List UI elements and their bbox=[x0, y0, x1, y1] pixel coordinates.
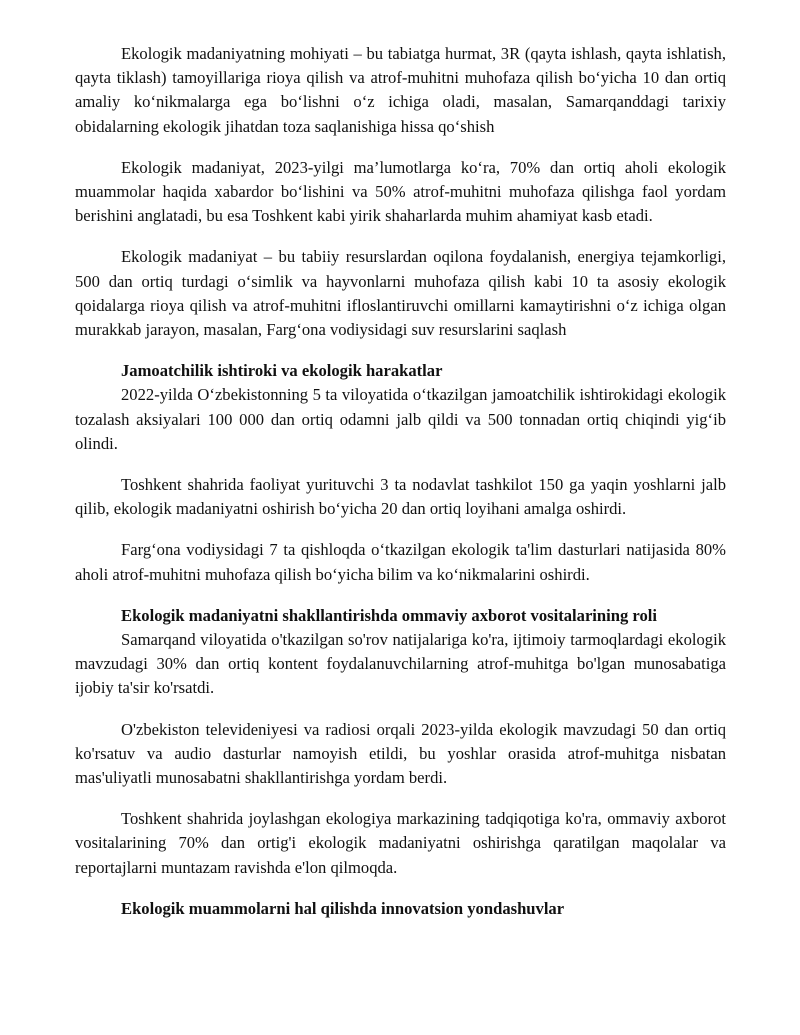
document-body bbox=[75, 42, 726, 921]
intro-paragraph-2: Ekologik madaniyat, 2023-yilgi ma’lumotlarga ko‘ra, 70% dan ortiq aholi ekologik muammolar haqida xabardor bo‘lishini va 50% atrof-muhitni muhofaza qilishga faol yordam berishini anglatadi, bu esa Toshkent kabi yirik shaharlarda muhim ahamiyat kasb etadi. bbox=[75, 157, 726, 226]
section2-paragraph-3: Toshkent shahrida joylashgan ekologiya markazining tadqiqotiga ko'ra, ommaviy axborot vositalarining 70% dan ortig'i ekologik madaniyatni oshirishga qaratilgan maqolalar va reportajlarni muntazam ravishda e'lon qilmoqda. bbox=[75, 809, 726, 877]
intro-paragraph-1: Ekologik madaniyatning mohiyati – bu tabiatga hurmat, 3R (qayta ishlash, qayta ishlatish, qayta tiklash) tamoyillariga rioya qilish va atrof-muhitni muhofaza qilish bo‘yicha 10 dan ortiq amaliy ko‘nikmalarga ega bo‘lishni o‘z ichiga oladi, masalan, Samarqanddagi tarixiy obidalarning ekologik jihatdan toza saqlanishiga hissa qo‘shish bbox=[75, 44, 726, 136]
section1-paragraph-1: 2022-yilda O‘zbekistonning 5 ta viloyatida o‘tkazilgan jamoatchilik ishtirokidagi ekologik tozalash aksiyalari 100 000 dan ortiq odamni jalb qildi va 500 tonnadan ortiq chiqindi yig‘ib olindi. bbox=[75, 385, 726, 453]
section1-paragraph-2: Toshkent shahrida faoliyat yurituvchi 3 ta nodavlat tashkilot 150 ga yaqin yoshlarni jalb qilib, ekologik madaniyatni oshirish bo‘yicha 20 dan ortiq loyihani amalga oshirdi. bbox=[75, 475, 726, 519]
section-heading-mass-media: Ekologik madaniyatni shakllantirishda ommaviy axborot vositalarining roli bbox=[121, 605, 658, 625]
section1-paragraph-3: Farg‘ona vodiysidagi 7 ta qishloqda o‘tkazilgan ekologik ta'lim dasturlari natijasida 80% aholi atrof-muhitni muhofaza qilish bo‘yicha bilim va ko‘nikmalarini oshirdi. bbox=[75, 540, 726, 584]
intro-paragraph-3: Ekologik madaniyat – bu tabiiy resurslardan oqilona foydalanish, energiya tejamkorligi, 500 dan ortiq turdagi o‘simlik va hayvonlarni muhofaza qilish kabi 10 ta asosiy ekologik qoidalarga rioya qilish va atrof-muhitni ifloslantiruvchi omillarni kamaytirishni o‘z ichiga olgan murakkab jarayon, masalan, Farg‘ona vodiysidagi suv resurslarini saqlash bbox=[75, 247, 726, 340]
section2-paragraph-2: O'zbekiston televideniyesi va radiosi orqali 2023-yilda ekologik mavzudagi 50 dan ortiq ko'rsatuv va audio dasturlar namoyish etildi, bu yoshlar orasida atrof-muhitga nisbatan mas'uliyatli munosabatni shakllantirishga yordam berdi. bbox=[75, 719, 726, 788]
section-heading-public-participation: Jamoatchilik ishtiroki va ekologik harakatlar bbox=[121, 361, 443, 381]
section-heading-innovative-approaches: Ekologik muammolarni hal qilishda innovatsion yondashuvlar bbox=[121, 898, 565, 918]
section2-paragraph-1: Samarqand viloyatida o'tkazilgan so'rov natijalariga ko'ra, ijtimoiy tarmoqlardagi ekologik mavzudagi 30% dan ortiq kontent foydalanuvchilarning atrof-muhitga bo'lgan munosabatiga ijobiy ta'sir ko'rsatdi. bbox=[75, 630, 726, 698]
